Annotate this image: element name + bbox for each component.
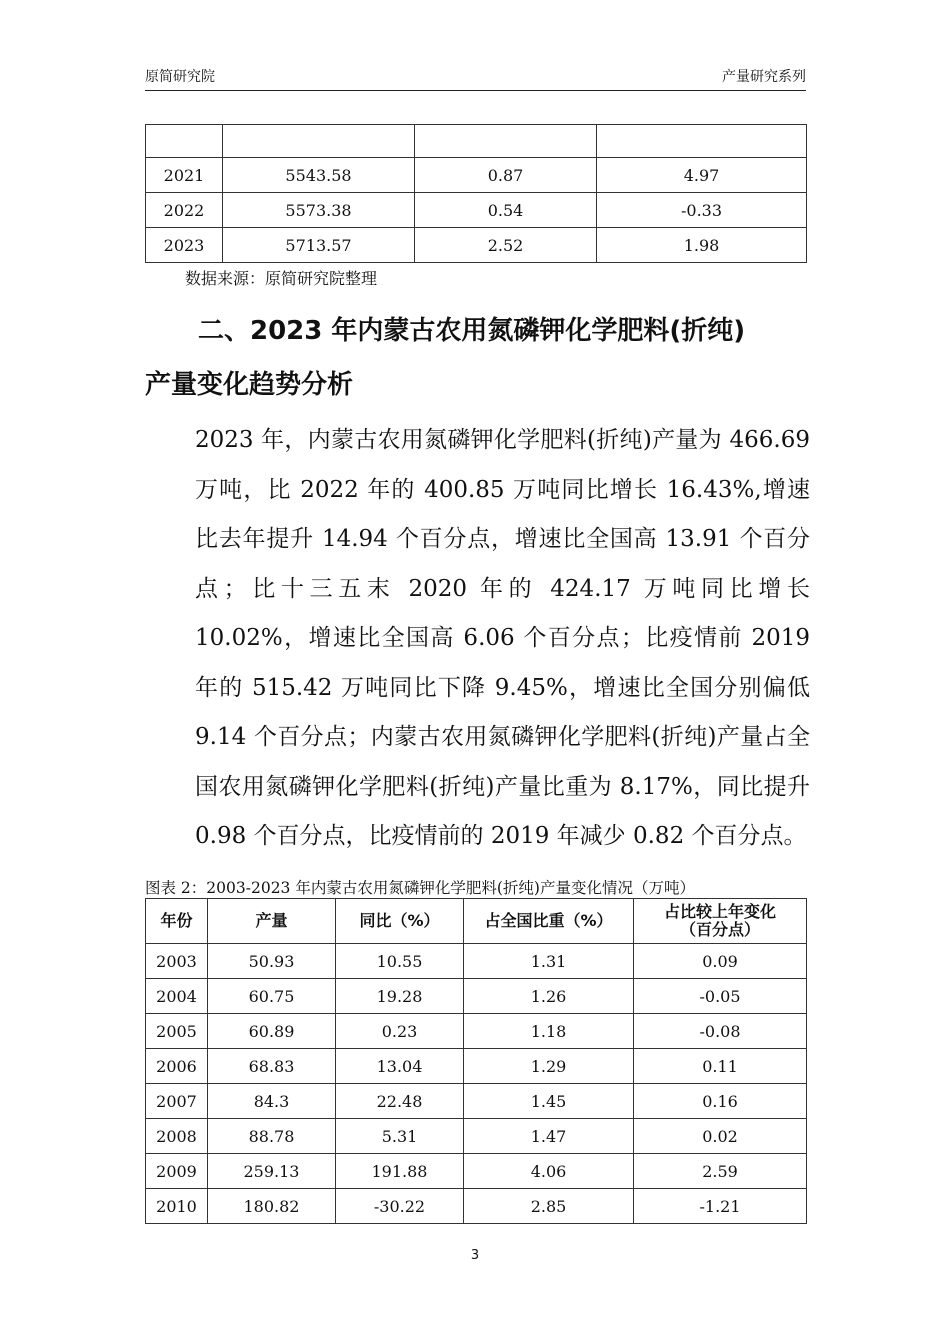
table-row: 2022 5573.38 0.54 -0.33: [146, 193, 807, 228]
col-header-output: 产量: [208, 899, 336, 944]
page-number: 3: [470, 1248, 480, 1263]
header-series: 产量研究系列: [722, 69, 806, 85]
table-header-row: [146, 899, 807, 944]
body-paragraph: [145, 416, 810, 862]
table-row: 2008 88.78 5.31 1.47 0.02: [146, 1119, 807, 1154]
table-row: 2004 60.75 19.28 1.26 -0.05: [146, 979, 807, 1014]
production-change-table: [145, 898, 807, 1224]
table-row: 2003 50.93 10.55 1.31 0.09: [146, 944, 807, 979]
col-header-year: 年份: [146, 899, 208, 944]
col-header-yoy: 同比（%）: [336, 899, 464, 944]
data-source-note: 数据来源：原简研究院整理: [185, 269, 378, 288]
section-heading-line1: 二、2023 年内蒙古农用氮磷钾化学肥料(折纯): [198, 316, 746, 346]
table-row: 2021 5543.58 0.87 4.97: [146, 158, 807, 193]
table-row: 2023 5713.57 2.52 1.98: [146, 228, 807, 263]
col-header-share-change: 占比较上年变化 （百分点）: [634, 899, 807, 944]
table-row: 2010 180.82 -30.22 2.85 -1.21: [146, 1189, 807, 1224]
col-header-share: 占全国比重（%）: [464, 899, 634, 944]
paragraph-text: 2023 年，内蒙古农用氮磷钾化学肥料(折纯)产量为 466.69 万吨，比 2022 年的 400.85 万吨同比增长 16.43%,增速比去年提升 14.94 个百分点，增速比全国高 13.91 个百分点；比十三五末 2020 年的 424.17 万吨同比增长 10.02%，增速比全国高 6.06 个百分点；比疫情前 2019 年的 515.42 万吨同比下降 9.45%，增速比全国分别偏低 9.14 个百分点；内蒙古农用氮磷钾化学肥料(折纯)产量占全国农用氮磷钾化学肥料(折纯)产量比重为 8.17%，同比提升 0.98 个百分点，比疫情前的 2019 年减少 0.82 个百分点。: [195, 427, 810, 849]
table-caption: 图表 2：2003-2023 年内蒙古农用氮磷钾化学肥料(折纯)产量变化情况（万吨）: [145, 879, 695, 897]
table-row: 2006 68.83 13.04 1.29 0.11: [146, 1049, 807, 1084]
table-row: [146, 125, 807, 158]
page-header: [145, 0, 806, 91]
table-row: 2007 84.3 22.48 1.45 0.16: [146, 1084, 807, 1119]
section-heading-line2: 产量变化趋势分析: [145, 370, 354, 400]
section-heading: [145, 304, 810, 412]
table-row: 2005 60.89 0.23 1.18 -0.08: [146, 1014, 807, 1049]
header-org: 原简研究院: [145, 69, 215, 85]
table-row: 2009 259.13 191.88 4.06 2.59: [146, 1154, 807, 1189]
production-table-continued: [145, 124, 807, 263]
